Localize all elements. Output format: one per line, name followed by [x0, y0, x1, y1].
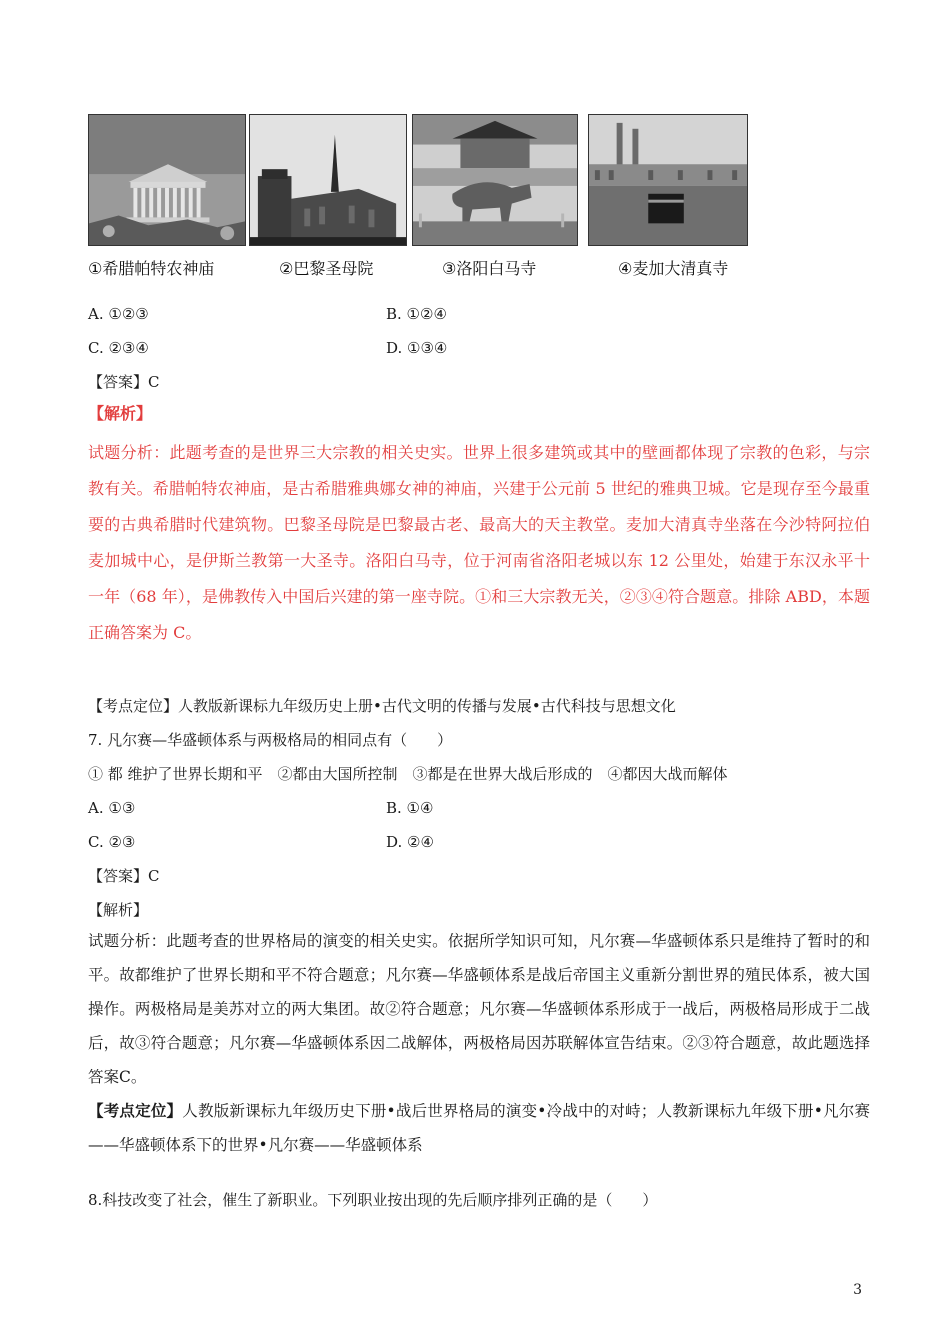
caption-mecca-mosque: ④麦加大清真寺 — [618, 259, 729, 278]
q7-option-d: D. ②④ — [386, 833, 434, 851]
q6-answer: 【答案】C — [88, 373, 160, 391]
photo-parthenon — [88, 114, 246, 278]
caption-notre-dame: ②巴黎圣母院 — [279, 259, 374, 278]
page-number: 3 — [853, 1282, 862, 1298]
q6-option-d: D. ①③④ — [386, 339, 448, 357]
q6-analysis-title: 【解析】 — [88, 404, 153, 423]
parthenon-image — [89, 115, 245, 245]
q7-items: ① 都 维护了世界长期和平 ②都由大国所控制 ③都是在世界大战后形成的 ④都因大战而解体 — [88, 765, 728, 783]
photo-notre-dame — [249, 114, 407, 278]
photo-white-horse-temple — [412, 114, 578, 278]
q6-analysis: 试题分析：此题考查的是世界三大宗教的相关史实。世界上很多建筑或其中的壁画都体现了宗教的色彩，与宗教有关。希腊帕特农神庙，是古希腊雅典娜女神的神庙，兴建于公元前 5 世纪的雅典卫城。它是现存至今最重要的古典希腊时代建筑物。巴黎圣母院是巴黎最古老、最高大的天主教堂。麦加大清真寺坐落在今沙特阿拉伯麦加城中心，是伊斯兰教第一大圣寺。洛阳白马寺，位于河南省洛阳老城以东 12 公里处，始建于东汉永平十一年（68 年），是佛教传入中国后兴建的第一座寺院。①和三大宗教无关，②③④符合题意。排除 ABD，本题正确答案为 C。 — [88, 443, 870, 642]
mecca-mosque-image — [589, 115, 747, 245]
q7-location-label: 【考点定位】 — [88, 1101, 183, 1120]
notre-dame-image — [250, 115, 406, 245]
q7-location — [88, 1094, 870, 1162]
caption-white-horse-temple: ③洛阳白马寺 — [442, 259, 537, 278]
q7-stem: 7. 凡尔赛—华盛顿体系与两极格局的相同点有（ ） — [88, 731, 453, 749]
q7-option-c: C. ②③ — [88, 833, 136, 851]
q7-answer: 【答案】C — [88, 867, 160, 885]
white-horse-temple-image — [413, 115, 577, 245]
q8-stem: 8.科技改变了社会，催生了新职业。下列职业按出现的先后顺序排列正确的是（ ） — [88, 1191, 658, 1209]
q7-option-a: A. ①③ — [88, 799, 136, 817]
caption-parthenon: ①希腊帕特农神庙 — [88, 259, 215, 278]
q6-option-c: C. ②③④ — [88, 339, 149, 357]
q6-option-a: A. ①②③ — [88, 305, 149, 323]
q7-location-text: 人教版新课标九年级历史下册•战后世界格局的演变•冷战中的对峙；人教新课标九年级下册•凡尔赛——华盛顿体系下的世界•凡尔赛——华盛顿体系 — [88, 1102, 870, 1154]
q6-location: 【考点定位】人教版新课标九年级历史上册•古代文明的传播与发展•古代科技与思想文化 — [88, 697, 676, 715]
photo-strip — [88, 114, 748, 284]
q7-analysis-title: 【解析】 — [88, 901, 149, 919]
q6-option-b: B. ①②④ — [386, 305, 447, 323]
photo-mecca-mosque — [588, 114, 748, 278]
q7-option-b: B. ①④ — [386, 799, 434, 817]
q7-analysis: 试题分析：此题考查的世界格局的演变的相关史实。依据所学知识可知，凡尔赛—华盛顿体系只是维持了暂时的和平。故都维护了世界长期和平不符合题意；凡尔赛—华盛顿体系是战后帝国主义重新分割世界的殖民体系，被大国操作。两极格局是美苏对立的两大集团。故②符合题意；凡尔赛—华盛顿体系形成于一战后，两极格局形成于二战后，故③符合题意；凡尔赛—华盛顿体系因二战解体，两极格局因苏联解体宣告结束。②③符合题意，故此题选择答案C。 — [88, 932, 870, 1086]
